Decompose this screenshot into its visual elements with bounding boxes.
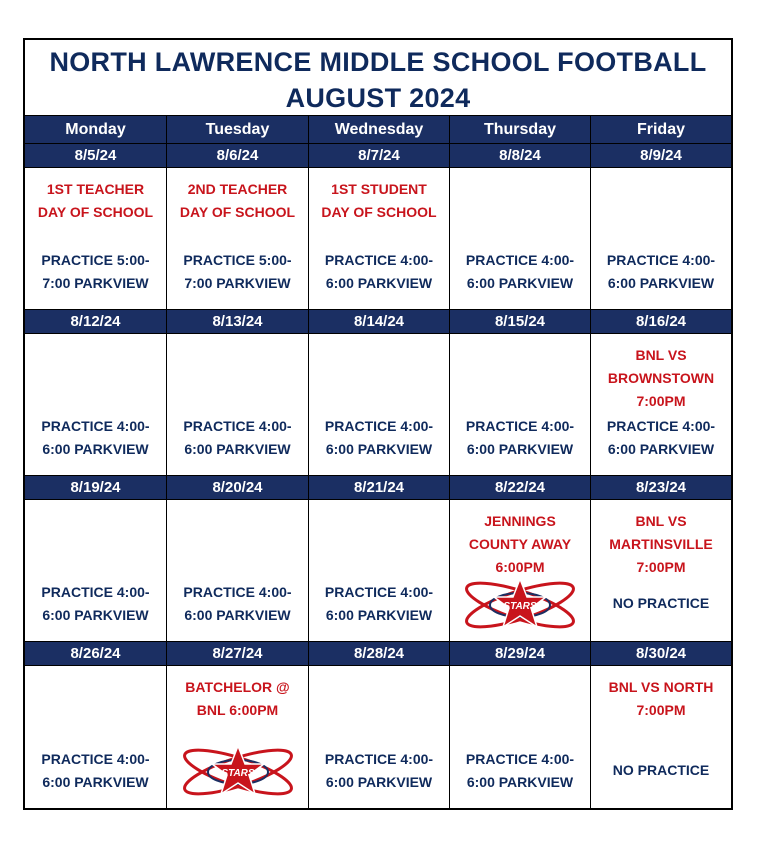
practice-line: 7:00 PARKVIEW [42,275,149,291]
practice-line: 6:00 PARKVIEW [42,774,149,790]
event-line: 7:00PM [636,559,686,575]
practice-line: PRACTICE 4:00- [183,584,292,600]
practice-line: 6:00 PARKVIEW [607,441,715,457]
date-label: 8/19/24 [25,476,167,500]
practice-line: PRACTICE 4:00- [465,418,575,434]
day-cell [25,334,167,476]
title-line-2: AUGUST 2024 [285,83,471,113]
practice-line: PRACTICE 4:00- [183,418,292,434]
calendar-weeks [25,144,731,808]
event-text [591,676,731,722]
practice-text [25,748,166,794]
date-label: 8/7/24 [309,144,450,168]
practice-line: 6:00 PARKVIEW [466,774,574,790]
date-label: 8/29/24 [450,642,591,666]
practice-text [450,415,590,461]
practice-line: 6:00 PARKVIEW [466,275,574,291]
event-text [309,178,449,224]
date-label: 8/8/24 [450,144,591,168]
date-label: 8/27/24 [167,642,309,666]
event-line: MARTINSVILLE [609,536,713,552]
date-label: 8/20/24 [167,476,309,500]
date-label: 8/15/24 [450,310,591,334]
weekday-monday: Monday [25,116,167,144]
day-cell [450,168,591,310]
week-body-row [25,666,731,808]
event-text [591,510,731,579]
date-label: 8/14/24 [309,310,450,334]
event-line: BROWNSTOWN [607,370,715,386]
event-line: BNL VS [635,513,687,529]
event-text [450,510,590,579]
practice-line: PRACTICE 4:00- [41,751,150,767]
title-line-1: NORTH LAWRENCE MIDDLE SCHOOL FOOTBALL [49,47,707,77]
date-row [25,144,731,168]
week-body-row [25,500,731,642]
practice-text [25,415,166,461]
day-cell [167,168,309,310]
practice-line: PRACTICE 4:00- [324,252,434,268]
practice-text [167,249,308,295]
event-line: DAY OF SCHOOL [37,204,154,220]
practice-text [309,415,449,461]
date-label: 8/9/24 [591,144,731,168]
day-cell [167,666,309,808]
date-row [25,642,731,666]
day-cell [25,666,167,808]
date-label: 8/6/24 [167,144,309,168]
practice-line: PRACTICE 4:00- [324,751,434,767]
weekday-tuesday: Tuesday [167,116,309,144]
date-row [25,476,731,500]
weekday-thursday: Thursday [450,116,591,144]
event-text [167,178,308,224]
event-text [591,344,731,413]
practice-line: 6:00 PARKVIEW [42,607,149,623]
practice-line: 6:00 PARKVIEW [607,275,715,291]
date-row [25,310,731,334]
date-label: 8/26/24 [25,642,167,666]
day-cell [591,334,731,476]
event-text [167,676,308,722]
date-label: 8/23/24 [591,476,731,500]
event-line: 7:00PM [636,702,686,718]
date-label: 8/21/24 [309,476,450,500]
event-line: COUNTY AWAY [468,536,572,552]
stars-logo-icon [460,573,580,637]
weekday-wednesday: Wednesday [309,116,450,144]
day-cell [450,334,591,476]
football-calendar [23,38,733,810]
practice-text [25,581,166,627]
date-label: 8/30/24 [591,642,731,666]
practice-line: PRACTICE 5:00- [183,252,292,268]
date-label: 8/5/24 [25,144,167,168]
day-cell [591,168,731,310]
no-practice-note: NO PRACTICE [612,595,710,611]
practice-text [591,249,731,295]
event-line: 6:00PM [495,559,545,575]
day-cell [25,500,167,642]
event-line: BNL 6:00PM [196,702,279,718]
weekday-header-row [25,116,731,144]
practice-line: PRACTICE 4:00- [465,751,575,767]
event-line: BNL VS NORTH [608,679,714,695]
date-label: 8/13/24 [167,310,309,334]
day-cell [309,666,450,808]
date-label: 8/22/24 [450,476,591,500]
practice-line: PRACTICE 4:00- [465,252,575,268]
weekday-friday: Friday [591,116,731,144]
practice-line: PRACTICE 4:00- [606,418,716,434]
stars-logo-icon [178,740,298,804]
event-line: 1ST TEACHER [46,181,145,197]
practice-line: 6:00 PARKVIEW [325,774,433,790]
practice-text [309,249,449,295]
event-line: 2ND TEACHER [187,181,288,197]
practice-line: 6:00 PARKVIEW [325,275,433,291]
practice-line: PRACTICE 4:00- [324,584,434,600]
practice-line: 6:00 PARKVIEW [184,441,291,457]
practice-line: PRACTICE 4:00- [324,418,434,434]
day-cell [309,500,450,642]
date-label: 8/16/24 [591,310,731,334]
event-line: JENNINGS [484,513,556,529]
practice-text [167,581,308,627]
day-cell [25,168,167,310]
practice-line: PRACTICE 4:00- [41,584,150,600]
logo-text: STARS [220,768,255,779]
event-line: DAY OF SCHOOL [179,204,296,220]
practice-text [591,415,731,461]
practice-text [25,249,166,295]
practice-text [450,249,590,295]
day-cell [591,666,731,808]
practice-line: 6:00 PARKVIEW [325,607,433,623]
practice-line: PRACTICE 4:00- [606,252,716,268]
event-line: DAY OF SCHOOL [321,204,437,220]
event-line: 1ST STUDENT [331,181,427,197]
day-cell [591,500,731,642]
practice-text [167,415,308,461]
date-label: 8/28/24 [309,642,450,666]
practice-line: PRACTICE 4:00- [41,418,150,434]
practice-text [309,748,449,794]
practice-line: PRACTICE 5:00- [41,252,150,268]
no-practice-note: NO PRACTICE [612,762,710,778]
day-cell [167,334,309,476]
day-cell [450,666,591,808]
day-cell [309,334,450,476]
practice-line: 6:00 PARKVIEW [184,607,291,623]
practice-line: 6:00 PARKVIEW [325,441,433,457]
practice-line: 7:00 PARKVIEW [184,275,291,291]
day-cell [309,168,450,310]
calendar-title [25,40,731,116]
week-body-row [25,334,731,476]
day-cell [450,500,591,642]
event-text [25,178,166,224]
practice-line: 6:00 PARKVIEW [466,441,574,457]
practice-line: 6:00 PARKVIEW [42,441,149,457]
logo-text: STARS [503,601,537,612]
event-line: 7:00PM [636,393,686,409]
week-body-row [25,168,731,310]
day-cell [167,500,309,642]
event-line: BNL VS [635,347,687,363]
date-label: 8/12/24 [25,310,167,334]
event-line: BATCHELOR @ [185,679,290,695]
practice-text [309,581,449,627]
practice-text [450,748,590,794]
